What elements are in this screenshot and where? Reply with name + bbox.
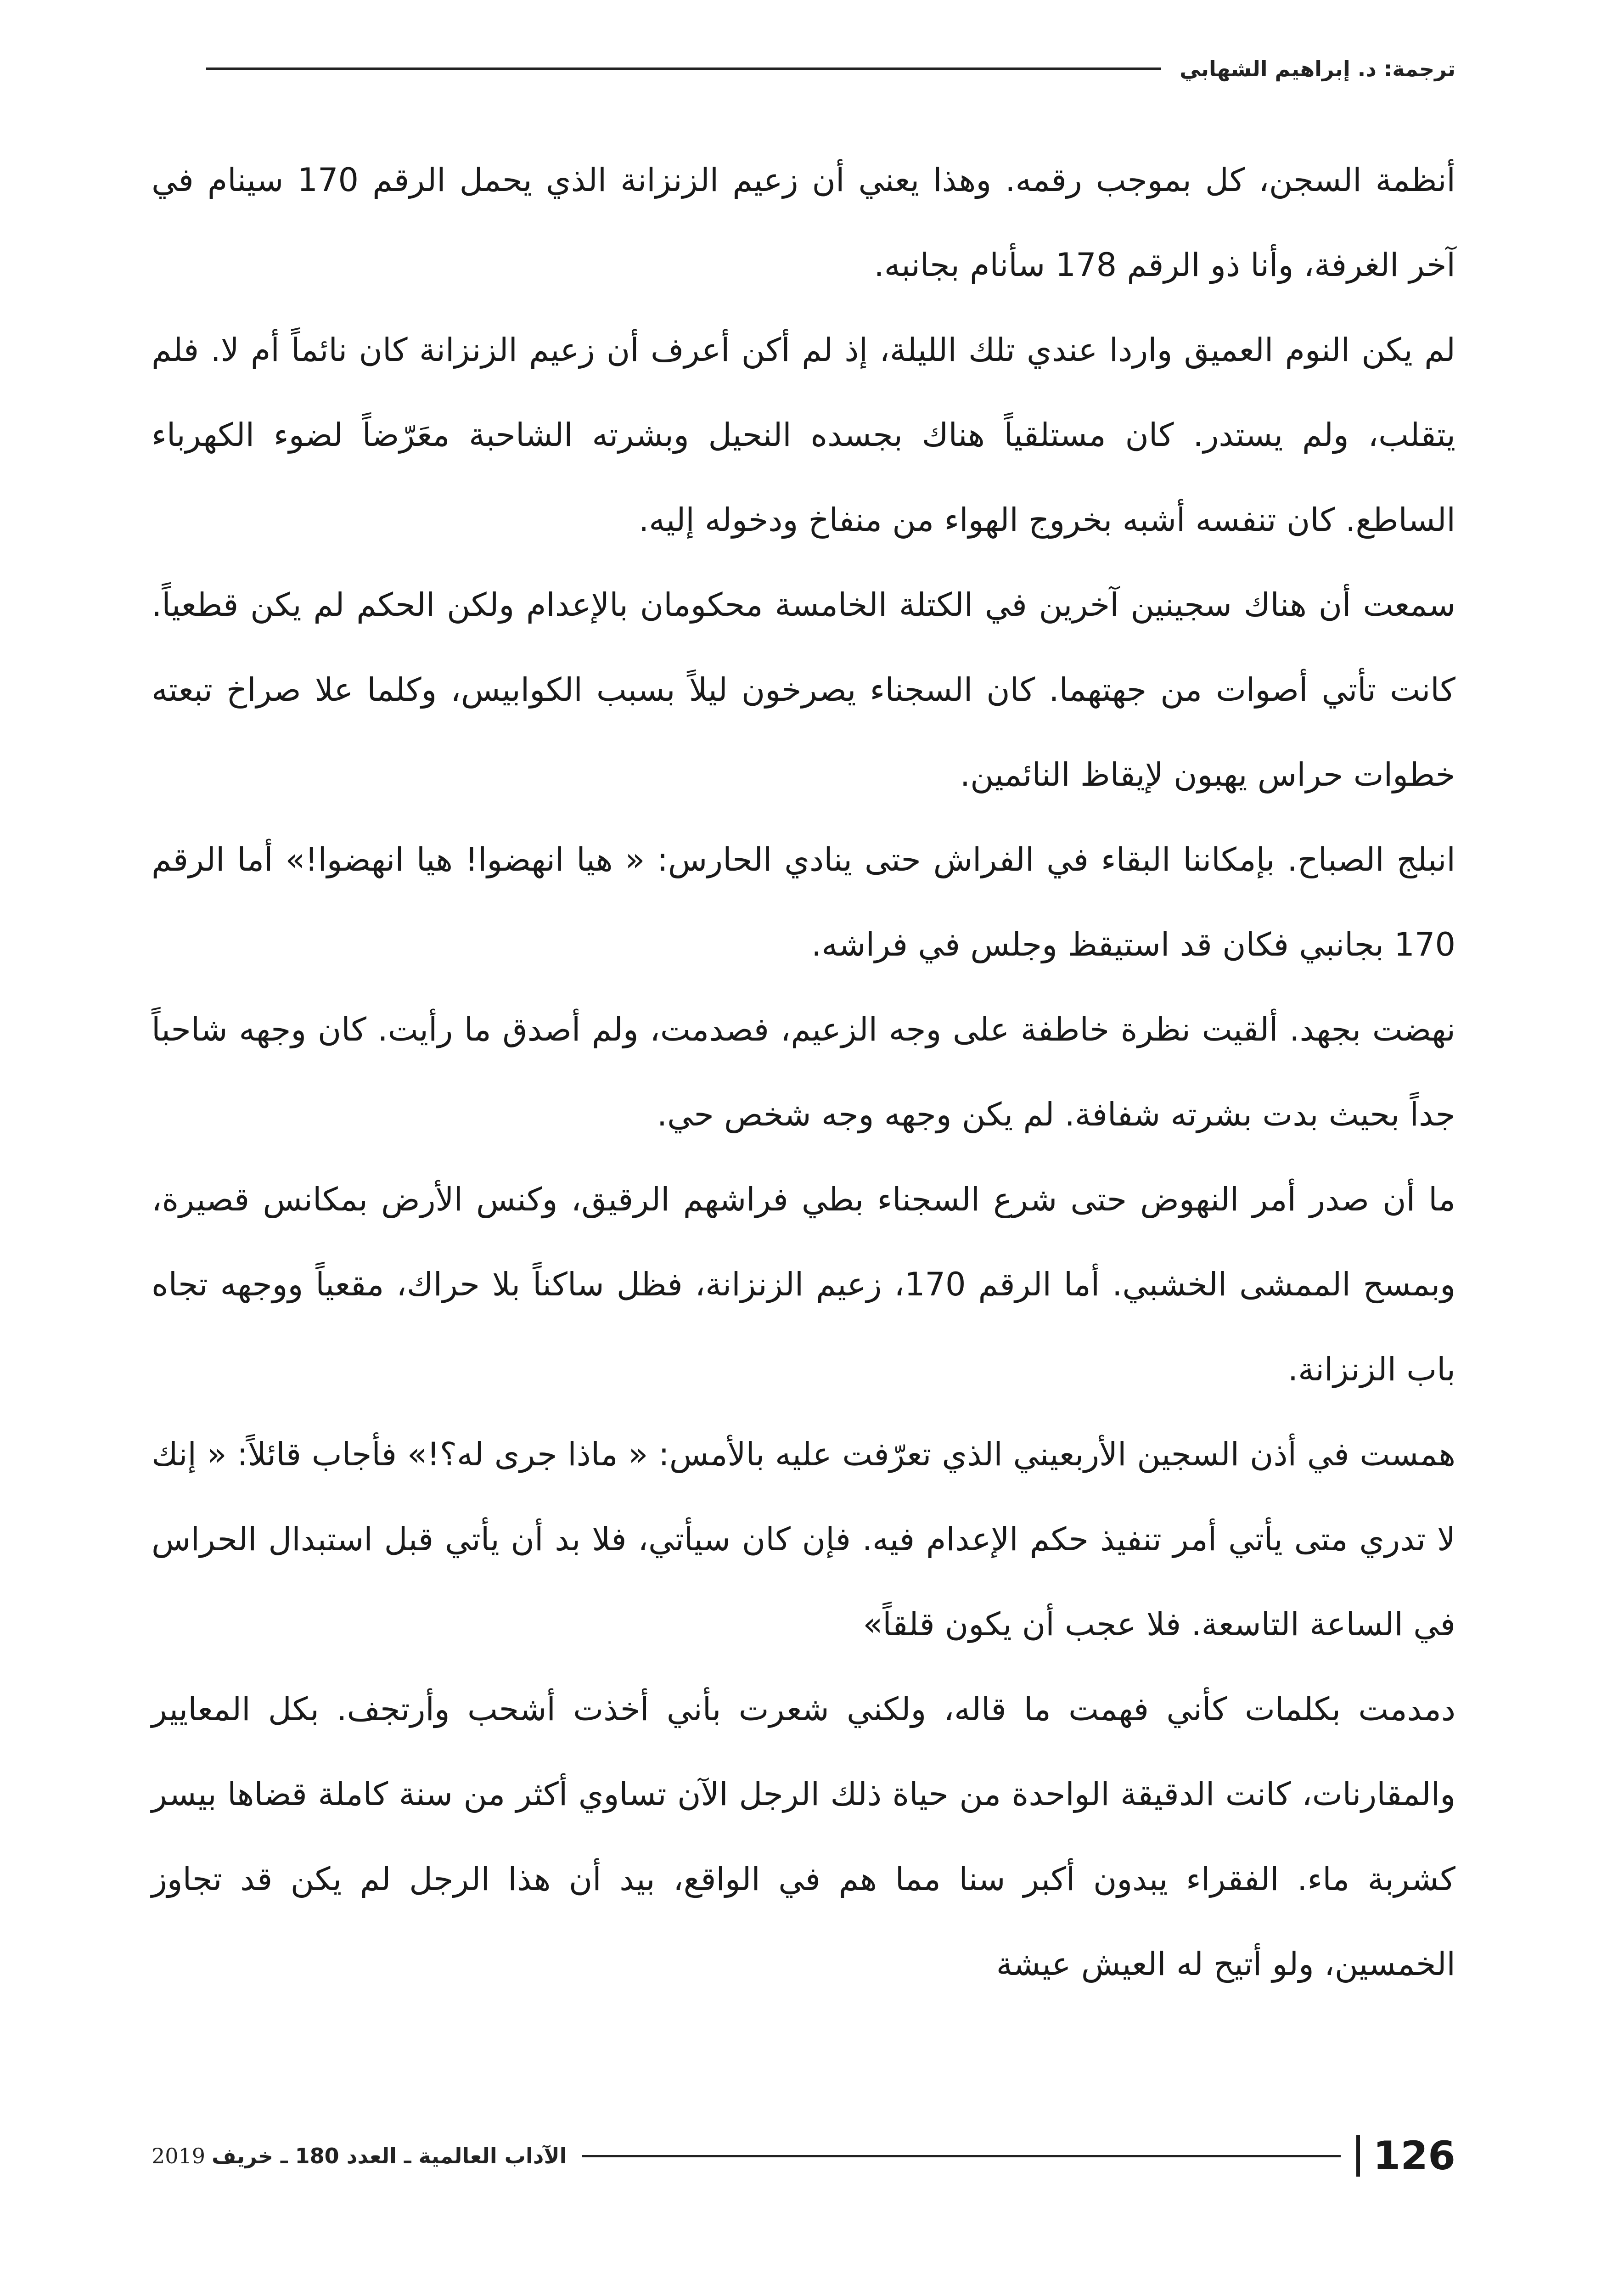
translator-credit: ترجمة: د. إبراهيم الشهابي [1180,56,1455,81]
header-rule [206,68,1161,70]
footer-separator [1356,2135,1360,2177]
paragraph-2: لم يكن النوم العميق واردا عندي تلك الليلة، إذ لم أكن أعرف أن زعيم الزنزانة كان نائماً أم لا. فلم يتقلب، ولم يستدر. كان مستلقياً هناك بجسده النحيل وبشرته الشاحبة معَرّضاً لضوء الكهرباء الساطع. كان تنفسه أشبه بخروج الهواء من منفاخ ودخوله إليه. [152,331,1455,539]
paragraph-5: نهضت بجهد. ألقيت نظرة خاطفة على وجه الزعيم، فصدمت، ولم أصدق ما رأيت. كان وجهه شاحباً جداً بحيث بدت بشرته شفافة. لم يكن وجهه وجه شخص حي. [152,1011,1455,1133]
page-number: 126 [1373,2133,1455,2179]
page-header [152,51,1455,87]
article-body [152,138,1455,2007]
journal-issue: الآداب العالمية ـ العدد 180 ـ خريف [212,2144,567,2168]
paragraph-8: دمدمت بكلمات كأني فهمت ما قاله، ولكني شعرت بأني أخذت أشحب وأرتجف. بكل المعايير والمقارنات، كانت الدقيقة الواحدة من حياة ذلك الرجل الآن تساوي أكثر من سنة كاملة قضاها بيسر كشربة ماء. الفقراء يبدون أكبر سنا مما هم في الواقع، بيد أن هذا الرجل لم يكن قد تجاوز الخمسين، ولو أتيح له العيش عيشة [152,1690,1455,1983]
paragraph-4: انبلج الصباح. بإمكاننا البقاء في الفراش حتى ينادي الحارس: « هيا انهضوا! هيا انهضوا!» أما الرقم 170 بجانبي فكان قد استيقظ وجلس في فراشه. [152,841,1455,963]
footer-rule [582,2155,1341,2157]
issue-year: 2019 [152,2144,206,2168]
paragraph-7: همست في أذن السجين الأربعيني الذي تعرّفت عليه بالأمس: « ماذا جرى له؟!» فأجاب قائلاً: « إنك لا تدري متى يأتي أمر تنفيذ حكم الإعدام فيه. فإن كان سيأتي، فلا بد أن يأتي قبل استبدال الحراس في الساعة التاسعة. فلا عجب أن يكون قلقاً» [152,1435,1455,1643]
page-footer [152,2131,1455,2181]
paragraph-3: سمعت أن هناك سجينين آخرين في الكتلة الخامسة محكومان بالإعدام ولكن الحكم لم يكن قطعياً. كانت تأتي أصوات من جهتهما. كان السجناء يصرخون ليلاً بسبب الكوابيس، وكلما علا صراخ تبعته خطوات حراس يهبون لإيقاظ النائمين. [152,586,1455,793]
paragraph-1: أنظمة السجن، كل بموجب رقمه. وهذا يعني أن زعيم الزنزانة الذي يحمل الرقم 170 سينام في آخر الغرفة، وأنا ذو الرقم 178 سأنام بجانبه. [152,161,1456,284]
paragraph-6: ما أن صدر أمر النهوض حتى شرع السجناء بطي فراشهم الرقيق، وكنس الأرض بمكانس قصيرة، وبمسح الممشى الخشبي. أما الرقم 170، زعيم الزنزانة، فظل ساكناً بلا حراك، مقعياً ووجهه تجاه باب الزنزانة. [152,1181,1455,1388]
